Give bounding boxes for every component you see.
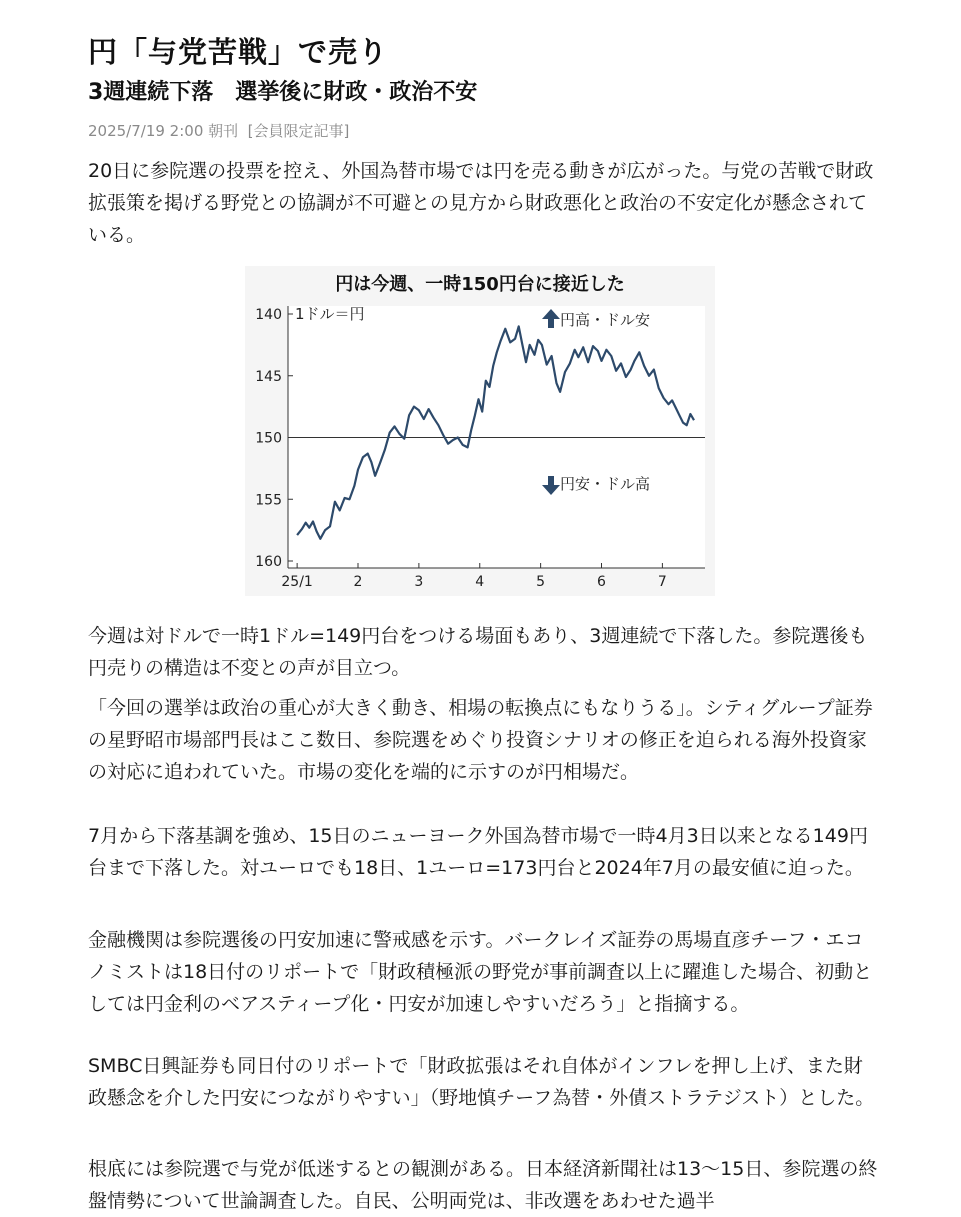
y-tick-label: 140 [255,307,282,323]
x-tick-label: 4 [475,574,485,590]
y-tick-label: 145 [255,368,282,385]
unit-label: 1ドル＝円 [295,305,365,323]
x-tick-label: 3 [414,574,424,590]
paragraph-3: 「今回の選挙は政治の重心が大きく動き、相場の転換点にもなりうる」。シティグループ証券の星野昭市場部門長はここ数日、参院選をめぐり投資シナリオの修正を迫られる海外投資家の対応に追われていた。市場の変化を端的に示すのが円相場だ。 [88,697,873,783]
paragraph-4: 7月から下落基調を強め、15日のニューヨーク外国為替市場で一時4月3日以来となる149円台まで下落した。対ユーロでも18日、1ユーロ=173円台と2024年7月の最安値に迫った。 [88,825,868,879]
x-tick-label: 6 [597,574,606,590]
article-meta: 2025/7/19 2:00 朝刊 [会員限定記事] [88,122,350,140]
x-tick-label: 2 [353,574,363,590]
paragraph-6: SMBC日興証券も同日付のリポートで「財政拡張はそれ自体がインフレを押し上げ、また財政懸念を介した円安につながりやすい」（野地慎チーフ為替・外債ストラテジスト）とした。 [88,1055,875,1109]
annotation-down: 円安・ドル高 [560,475,651,493]
x-tick-label: 25/1 [281,574,313,590]
usdjpy-chart [245,266,715,596]
chart-svg [245,266,715,596]
article-title: 円「与党苦戦」で売り [88,35,389,69]
paragraph-1: 20日に参院選の投票を控え、外国為替市場では円を売る動きが広がった。与党の苦戦で財政拡張策を掲げる野党との協調が不可避との見方から財政悪化と政治の不安定化が懸念されている。 [88,160,874,246]
paragraph-7: 根底には参院選で与党が低迷するとの観測がある。日本経済新聞社は13〜15日、参院選の終盤情勢について世論調査した。自民、公明両党は、非改選をあわせた過半 [88,1158,878,1212]
y-tick-label: 150 [255,430,282,447]
y-tick-label: 155 [255,492,282,509]
annotation-up: 円高・ドル安 [560,311,651,329]
y-tick-label: 160 [255,554,282,570]
paragraph-5: 金融機関は参院選後の円安加速に警戒感を示す。バークレイズ証券の馬場直彦チーフ・エコノミストは18日付のリポートで「財政積極派の野党が事前調査以上に躍進した場合、初動としては円金利のベアスティープ化・円安が加速しやすいだろう」と指摘する。 [88,929,873,1015]
paragraph-2: 今週は対ドルで一時1ドル=149円台をつける場面もあり、3週連続で下落した。参院選後も円売りの構造は不変との声が目立つ。 [88,625,868,679]
x-tick-label: 7 [657,574,667,590]
article-subtitle: 3週連続下落 選挙後に財政・政治不安 [88,80,478,105]
chart-title: 円は今週、一時150円台に接近した [335,274,625,295]
x-tick-label: 5 [536,574,546,590]
